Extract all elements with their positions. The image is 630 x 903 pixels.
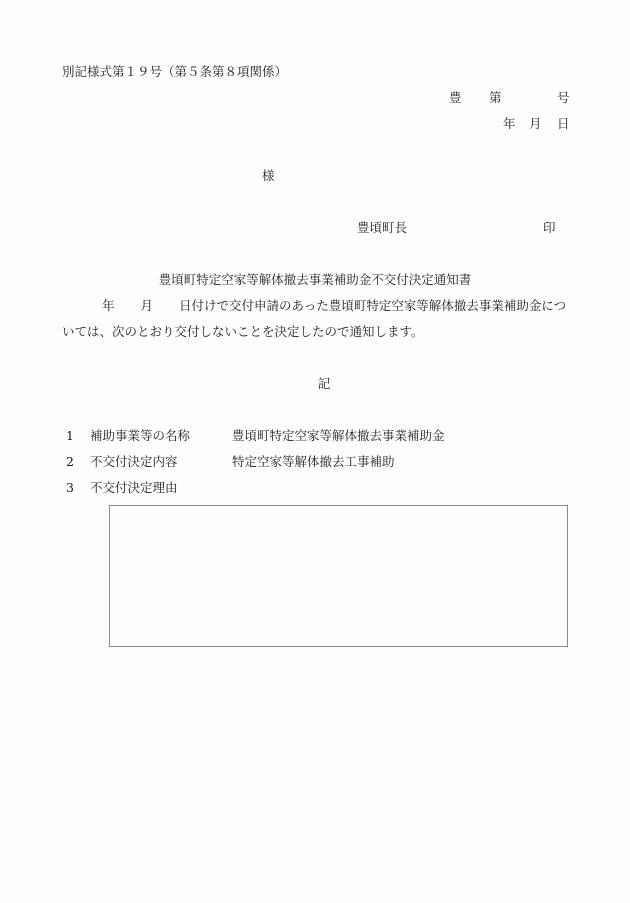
document-title: 豊頃町特定空家等解体撤去事業補助金不交付決定通知書 <box>158 272 472 287</box>
item-label: 不交付決定内容 <box>90 454 178 469</box>
seal-mark: 印 <box>543 220 556 235</box>
body-paragraph-line2: いては、次のとおり交付しないことを決定したので通知します。 <box>62 324 424 339</box>
body-paragraph-line1 <box>62 298 566 314</box>
reason-box <box>109 505 568 647</box>
item-number: 3 <box>66 480 74 495</box>
doc-no-dai: 第 <box>489 90 502 105</box>
item-value: 特定空家等解体撤去工事補助 <box>232 454 395 469</box>
item-number: 1 <box>66 428 74 443</box>
item-value: 豊頃町特定空家等解体撤去事業補助金 <box>232 428 445 443</box>
doc-no-go: 号 <box>557 90 570 105</box>
date-year: 年 <box>503 116 516 131</box>
body-year: 年 <box>102 298 115 313</box>
ki-heading: 記 <box>317 376 331 391</box>
issuer-name: 豊頃町長 <box>357 220 408 235</box>
addressee-honorific: 様 <box>262 168 275 183</box>
body-month: 月 <box>140 298 154 313</box>
item-label: 補助事業等の名称 <box>90 428 191 443</box>
doc-no-prefix: 豊 <box>449 90 462 105</box>
date-month: 月 <box>529 116 542 131</box>
date-day: 日 <box>557 116 570 131</box>
item-label: 不交付決定理由 <box>90 480 178 495</box>
body-line1-text: 日付けで交付申請のあった豊頃町特定空家等解体撤去事業補助金につ <box>179 298 567 313</box>
item-number: 2 <box>66 454 74 469</box>
form-number: 別記様式第１９号（第５条第８項関係） <box>62 64 288 79</box>
